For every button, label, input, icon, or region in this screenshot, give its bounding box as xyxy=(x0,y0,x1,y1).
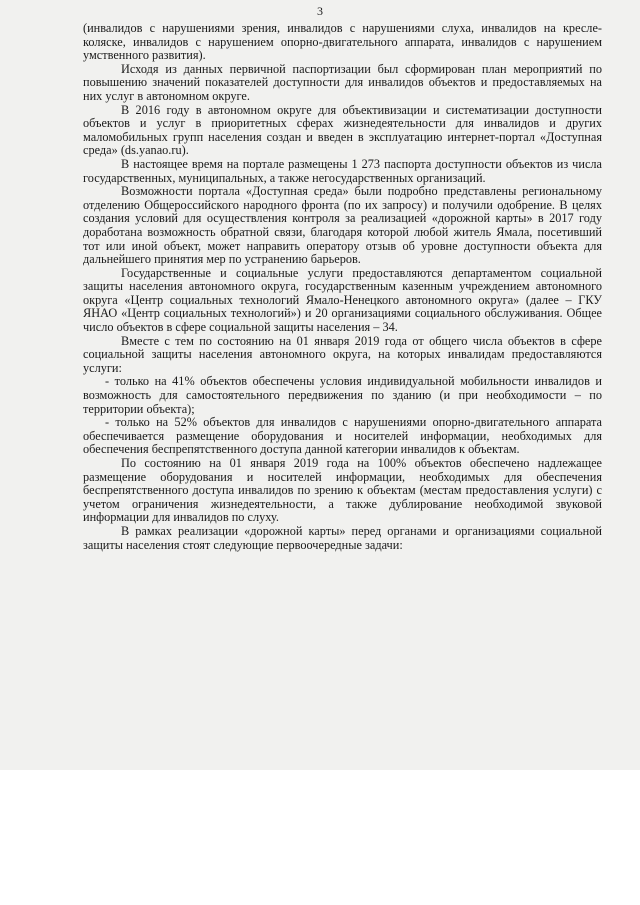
blank-margin xyxy=(0,770,640,905)
paragraph-2: Исходя из данных первичной паспортизации был сформирован план мероприятий по повышению значений показателей доступности для инвалидов объектов и предоставляемых на них услуг в автономном округе. xyxy=(83,61,602,103)
paragraph-3: В 2016 году в автономном округе для объективизации и систематизации доступности объектов и услуг в приоритетных сферах жизнедеятельности для инвалидов и других маломобильных групп населения создан и введен в эксплуатацию интернет-портал «Доступная среда» (ds.yanao.ru). xyxy=(83,102,602,158)
document-body xyxy=(83,22,602,552)
paragraph-8: По состоянию на 01 января 2019 года на 100% объектов обеспечено надлежащее размещение оборудования и носителей информации, необходимых для обеспечения беспрепятственного доступа инвалидов по зрению к объектам (местам предоставления услуги) с учетом ограничения жизнедеятельности, а также дублирование необходимой звуковой информации для инвалидов по слуху. xyxy=(83,456,602,525)
paragraph-9: В рамках реализации «дорожной карты» перед органами и организациями социальной защиты населения стоят следующие первоочередные задачи: xyxy=(83,523,602,552)
paragraph-4: В настоящее время на портале размещены 1 273 паспорта доступности объектов из числа государственных, муниципальных, а также негосударственных организаций. xyxy=(83,156,602,185)
paragraph-7: Вместе с тем по состоянию на 01 января 2019 года от общего числа объектов в сфере социальной защиты населения автономного округа, на которых инвалидам предоставляются услуги: xyxy=(83,333,602,375)
paragraph-5: Возможности портала «Доступная среда» были подробно представлены региональному отделению Общероссийского народного фронта (по их запросу) и получили одобрение. В целях создания условий для осуществления контроля за реализацией «дорожной карты» в 2017 году доработана возможность обратной связи, благодаря которой любой житель Ямала, посетивший тот или иной объект, может направить оператору отзыв об уровне доступности объекта для дальнейшего принятия мер по устранению барьеров. xyxy=(83,184,602,267)
list-item-2: - только на 52% объектов для инвалидов с нарушениями опорно-двигательного аппарата обеспечивается размещение оборудования и носителей информации, необходимых для обеспечения беспрепятственного доступа данной категории инвалидов к объектам. xyxy=(83,415,602,457)
page-number: 3 xyxy=(317,4,323,18)
list-item-1: - только на 41% объектов обеспечены условия индивидуальной мобильности инвалидов и возможность для самостоятельного передвижения по зданию (и при необходимости – по территории объекта); xyxy=(83,374,602,416)
paragraph-6: Государственные и социальные услуги предоставляются департаментом социальной защиты населения автономного округа, государственным казенным учреждением автономного округа «Центр социальных технологий Ямало-Ненецкого автономного округа» (далее – ГКУ ЯНАО «Центр социальных технологий») и 20 организациями социального обслуживания. Общее число объектов в сфере социальной защиты населения – 34. xyxy=(83,265,602,335)
paragraph-1: (инвалидов с нарушениями зрения, инвалидов с нарушениями слуха, инвалидов на кресле-коляске, инвалидов с нарушением опорно-двигательного аппарата, инвалидов с нарушением умственного развития). xyxy=(83,21,602,63)
